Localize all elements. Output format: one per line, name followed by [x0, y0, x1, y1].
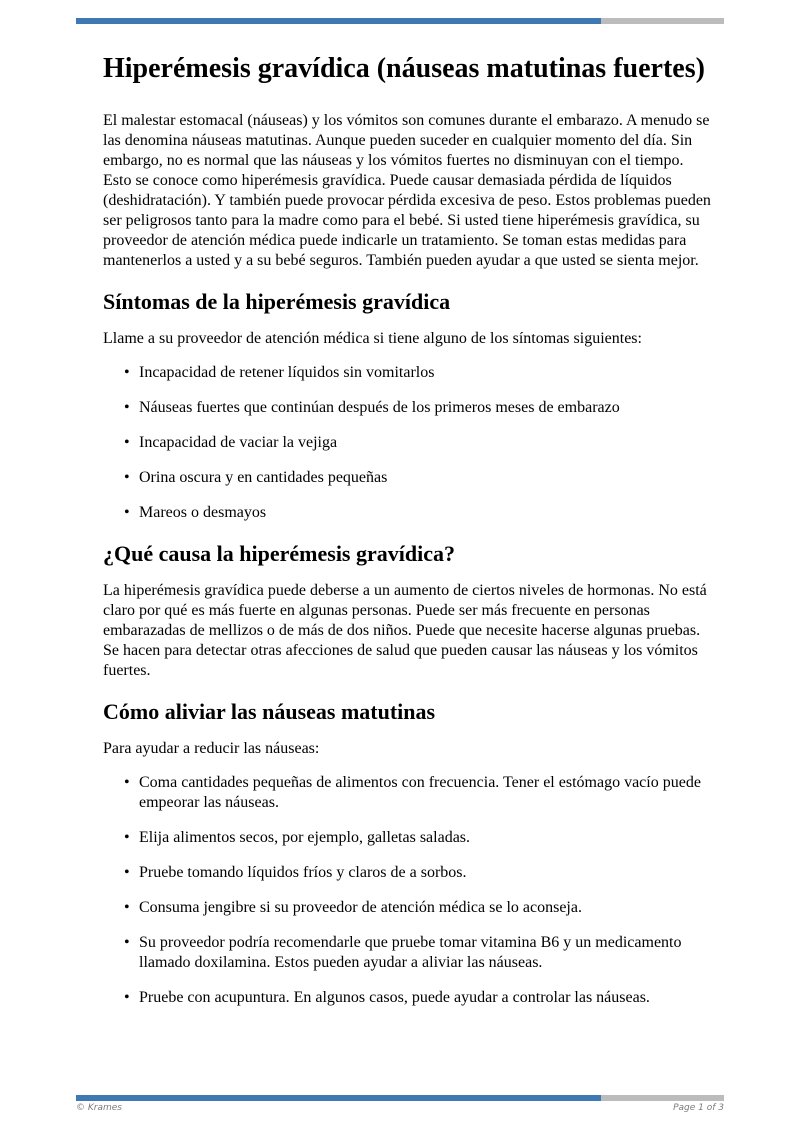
page-title: Hiperémesis gravídica (náuseas matutinas fuertes): [103, 53, 705, 84]
list-item: • Su proveedor podría recomendarle que pruebe tomar vitamina B6 y un medicamento llamado doxilamina. Estos pueden ayudar a aliviar las náuseas.: [103, 933, 715, 973]
section-heading-aliviar: Cómo aliviar las náuseas matutinas: [103, 699, 436, 724]
causas-paragraph: La hiperémesis gravídica puede deberse a un aumento de ciertos niveles de hormonas. No está claro por qué es más fuerte en algunas personas. Puede ser más frecuente en personas embarazadas de mellizos o de más de dos niños. Puede que necesite hacerse algunas pruebas. Se hacen para detectar otras afecciones de salud que pueden causar las náuseas y los vómitos fuertes.: [103, 582, 707, 679]
list-item: • Pruebe tomando líquidos fríos y claros de a sorbos.: [103, 863, 715, 883]
document-content: [103, 50, 715, 1008]
sintomas-lead-paragraph: Llame a su proveedor de atención médica si tiene alguno de los síntomas siguientes:: [103, 330, 642, 347]
top-divider-blue-segment: [76, 18, 601, 24]
page-number: Page 1 of 3: [673, 1103, 724, 1113]
list-item: • Incapacidad de retener líquidos sin vomitarlos: [103, 363, 715, 383]
intro-paragraph: El malestar estomacal (náuseas) y los vómitos son comunes durante el embarazo. A menudo se las denomina náuseas matutinas. Aunque pueden suceder en cualquier momento del día. Sin embargo, no es normal que las náuseas y los vómitos fuertes no disminuyan con el tiempo. Esto se conoce como hiperémesis gravídica. Puede causar demasiada pérdida de líquidos (deshidratación). Y también puede provocar pérdida excesiva de peso. Estos problemas pueden ser peligrosos tanto para la madre como para el bebé. Si usted tiene hiperémesis gravídica, su proveedor de atención médica puede indicarle un tratamiento. Se toman estas medidas para mantenerlos a usted y a su bebé seguros. También pueden ayudar a que usted se sienta mejor.: [103, 112, 711, 269]
footer-divider-gray-segment: [601, 1095, 724, 1101]
list-item: • Náuseas fuertes que continúan después de los primeros meses de embarazo: [103, 398, 715, 418]
aliviar-lead-paragraph: Para ayudar a reducir las náuseas:: [103, 740, 320, 757]
list-item: • Orina oscura y en cantidades pequeñas: [103, 468, 715, 488]
page-footer: [76, 1103, 724, 1113]
list-item: • Coma cantidades pequeñas de alimentos con frecuencia. Tener el estómago vacío puede empeorar las náuseas.: [103, 773, 715, 813]
top-divider-bar: [76, 18, 724, 24]
copyright-text: © Krames: [76, 1103, 122, 1113]
footer-divider-bar: [76, 1095, 724, 1101]
relief-tips-list: [103, 773, 715, 1008]
symptoms-list: [103, 363, 715, 523]
top-divider-gray-segment: [601, 18, 724, 24]
list-item: • Pruebe con acupuntura. En algunos casos, puede ayudar a controlar las náuseas.: [103, 988, 715, 1008]
footer-divider-blue-segment: [76, 1095, 601, 1101]
list-item: • Incapacidad de vaciar la vejiga: [103, 433, 715, 453]
section-heading-sintomas: Síntomas de la hiperémesis gravídica: [103, 289, 451, 314]
list-item: • Consuma jengibre si su proveedor de atención médica se lo aconseja.: [103, 898, 715, 918]
list-item: • Elija alimentos secos, por ejemplo, galletas saladas.: [103, 828, 715, 848]
section-heading-causas: ¿Qué causa la hiperémesis gravídica?: [103, 541, 455, 566]
list-item: • Mareos o desmayos: [103, 503, 715, 523]
